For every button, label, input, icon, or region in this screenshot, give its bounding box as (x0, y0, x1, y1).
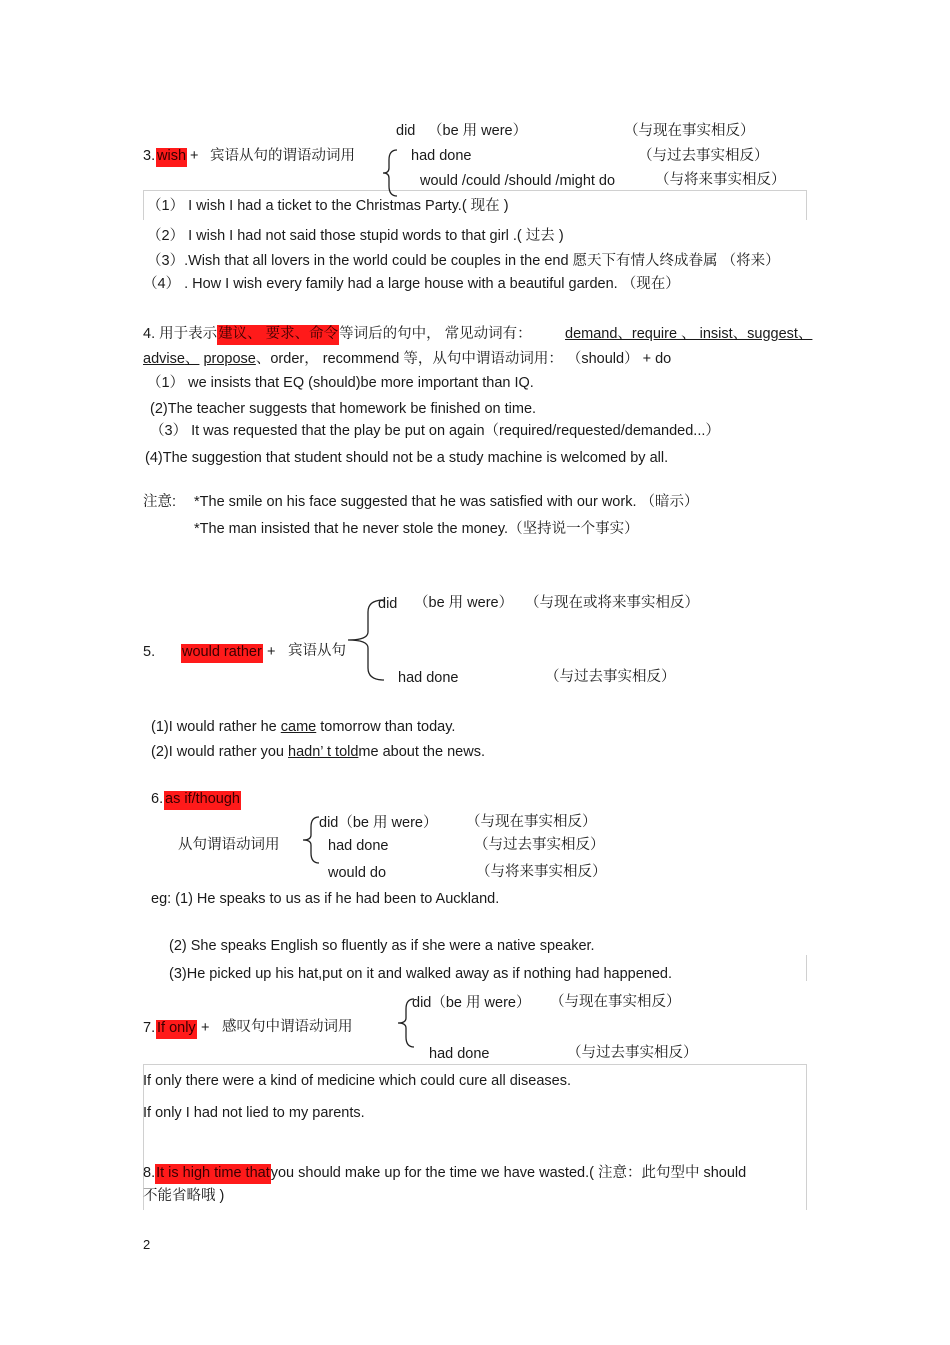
s6-would-do: would do (328, 865, 387, 881)
s8-rest: you should make up for the time we have wasted.( 注意：此句型中 should (270, 1165, 747, 1181)
s6-number: 6. (151, 791, 164, 807)
s5-did: did (378, 596, 398, 612)
s5-example-1-end: tomorrow than today. (316, 719, 456, 735)
s4-intro-prefix: 4. 用于表示 (143, 326, 218, 342)
s4-verbs: demand、require 、 insist、suggest、 (565, 326, 813, 342)
s7-description: 感叹句中谓语动词用 (222, 1019, 353, 1035)
s7-keyword-highlight: If only (156, 1020, 197, 1039)
s7-example-1: If only there were a kind of medicine which could cure all diseases. (143, 1073, 571, 1089)
s3-example-4: （4） . How I wish every family had a large house with a beautiful garden. （现在） (143, 276, 680, 292)
s6-note-present: （与现在事实相反） (466, 814, 597, 830)
s6-example-3: (3)He picked up his hat,put on it and walked away as if nothing had happened. (169, 966, 673, 982)
s4-verbs-rest: 、order， recommend 等，从句中谓语动词用： （should） + do (255, 351, 672, 367)
s8-line-2: 不能省略哦 ) (143, 1188, 225, 1204)
table-border-right (806, 190, 807, 220)
s5-note-present-future: （与现在或将来事实相反） (525, 595, 699, 611)
s7-note-past: （与过去事实相反） (567, 1045, 698, 1061)
table-border-right (806, 955, 807, 981)
s5-note-past: （与过去事实相反） (545, 669, 676, 685)
table-border-top (143, 1064, 807, 1065)
s7-note-present: （与现在事实相反） (550, 994, 681, 1010)
s3-note-present: （与现在事实相反） (624, 123, 755, 139)
s7-plus: + (201, 1020, 210, 1036)
s5-example-2-verb: hadn’ t told (288, 744, 359, 760)
s4-example-1: （1） we insists that EQ (should)be more important than IQ. (147, 375, 534, 391)
s4-example-4: (4)The suggestion that student should not be a study machine is welcomed by all. (145, 450, 669, 466)
s3-would-do: would /could /should /might do (420, 173, 616, 189)
s8-line-1 (143, 1166, 746, 1181)
s3-did: did (396, 123, 416, 139)
s4-verbs-line-2 (143, 352, 671, 367)
s3-example-3: （3）.Wish that all lovers in the world could be couples in the end 愿天下有情人终成眷属 （将来） (147, 253, 780, 269)
table-border-left (143, 190, 144, 220)
s5-brace-icon (346, 598, 386, 682)
page-number: 2 (143, 1237, 151, 1252)
s3-be-were: （be 用 were） (428, 123, 528, 139)
s6-note-past: （与过去事实相反） (474, 837, 605, 853)
s4-verb-separator: 、 (184, 351, 200, 367)
s5-example-2-start: (2)I would rather you (151, 744, 289, 760)
s5-example-1 (151, 720, 455, 735)
s8-keyword-highlight: It is high time that (155, 1164, 271, 1184)
s3-keyword-highlight: wish (156, 148, 187, 167)
s5-keyword-highlight: would rather (181, 644, 263, 663)
s4-keywords-highlight: 建议、 要求、命令 (217, 325, 339, 345)
s5-had-done: had done (398, 670, 459, 686)
s7-number: 7. (143, 1020, 156, 1036)
table-border-right (806, 1064, 807, 1210)
s4-note-1: *The smile on his face suggested that he was satisfied with our work. （暗示） (194, 494, 699, 510)
s4-example-3: （3） It was requested that the play be put on again（required/requested/demanded...） (150, 423, 720, 439)
s4-verb-propose: propose (203, 351, 256, 367)
s7-did: did（be 用 were） (412, 995, 531, 1011)
s3-had-done: had done (411, 148, 472, 164)
s6-example-2: (2) She speaks English so fluently as if she were a native speaker. (169, 938, 595, 954)
s3-brace-icon (381, 148, 399, 198)
s3-number: 3. (143, 148, 156, 164)
s4-note-2: *The man insisted that he never stole the money.（坚持说一个事实） (194, 521, 639, 537)
s3-example-2: （2） I wish I had not said those stupid words to that girl .( 过去 ) (147, 228, 564, 244)
s7-example-2: If only I had not lied to my parents. (143, 1105, 365, 1121)
s4-verb-advise: advise (143, 351, 185, 367)
s6-description: 从句谓语动词用 (178, 837, 280, 853)
s5-example-1-start: (1)I would rather he (151, 719, 281, 735)
s6-brace-icon (301, 815, 321, 865)
s4-example-2: (2)The teacher suggests that homework be finished on time. (150, 401, 537, 417)
s5-description: 宾语从句 (288, 643, 346, 659)
s4-note-label: 注意: (143, 494, 177, 510)
s5-example-2-end: me about the news. (358, 744, 485, 760)
s6-did: did（be 用 were） (319, 815, 438, 831)
s5-example-1-verb: came (280, 719, 317, 735)
s3-description: 宾语从句的谓语动词用 (210, 148, 355, 164)
s4-intro-line (143, 327, 532, 342)
s6-keyword-highlight: as if/though (164, 791, 241, 810)
s7-had-done: had done (429, 1046, 490, 1062)
s6-example-1: eg: (1) He speaks to us as if he had been to Auckland. (151, 891, 500, 907)
s6-note-future: （与将来事实相反） (476, 864, 607, 880)
s6-had-done: had done (328, 838, 389, 854)
s8-number: 8. (143, 1165, 156, 1181)
s3-note-past: （与过去事实相反） (638, 148, 769, 164)
s5-example-2 (151, 745, 485, 760)
s7-brace-icon (396, 997, 416, 1049)
s3-note-future: （与将来事实相反） (655, 172, 786, 188)
s5-be-were: （be 用 were） (414, 595, 514, 611)
s3-example-1: （1） I wish I had a ticket to the Christmas Party.( 现在 ) (147, 198, 509, 214)
table-border-top (143, 190, 807, 191)
s4-intro-suffix: 等词后的句中， 常见动词有： (339, 326, 532, 342)
s3-plus: + (190, 148, 199, 164)
s5-plus: + (267, 644, 276, 660)
s5-number: 5. (143, 644, 156, 660)
